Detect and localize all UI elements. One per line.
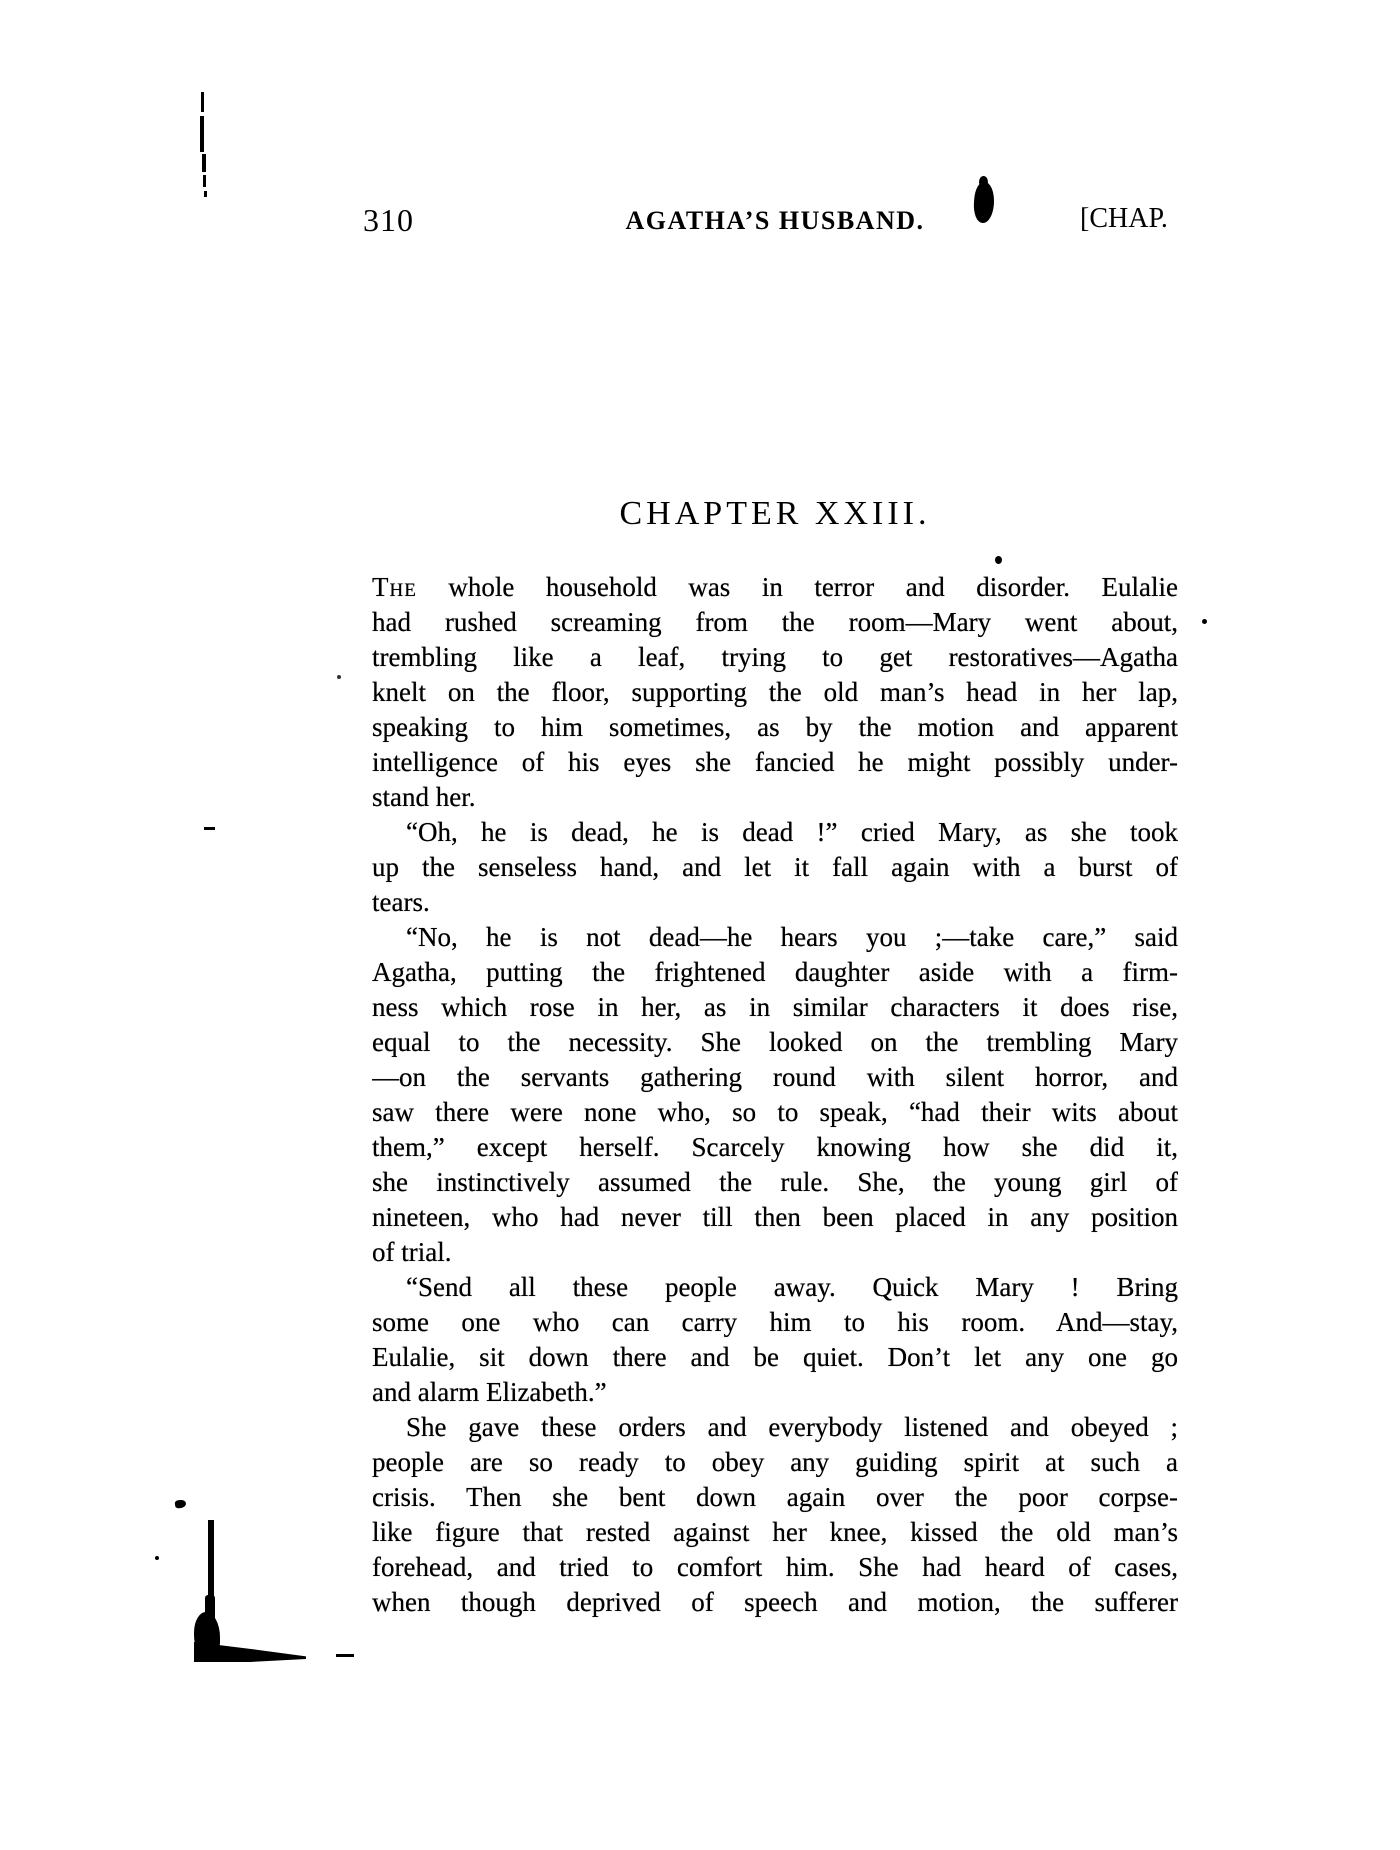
chapter-heading: CHAPTER XXIII. — [619, 495, 931, 532]
text-line: stand her. — [372, 782, 476, 812]
text-line: knelt on the floor, supporting the old man’s head in her lap, — [372, 677, 1178, 707]
text-line: them,” except herself. Scarcely knowing how she did it, — [372, 1132, 1178, 1162]
text-line: when though deprived of speech and motion, the sufferer — [372, 1587, 1178, 1617]
bottom-left-small-blob — [174, 1499, 186, 1508]
text-line: had rushed screaming from the room—Mary went about, — [372, 607, 1178, 637]
text-line: equal to the necessity. She looked on the trembling Mary — [372, 1027, 1178, 1057]
dashed-line-top-left — [203, 175, 206, 187]
text-line: crisis. Then she bent down again over the poor corpse- — [372, 1482, 1178, 1512]
running-title: AGATHA’S HUSBAND. — [625, 206, 925, 235]
text-body — [372, 570, 1178, 1620]
text-line: saw there were none who, so to speak, “had their wits about — [372, 1097, 1178, 1127]
paragraph — [372, 570, 1178, 815]
speck-right-margin — [1202, 619, 1207, 624]
text-line: Agatha, putting the frightened daughter aside with a firm- — [372, 957, 1178, 987]
paragraph — [372, 1410, 1178, 1620]
dashed-line-top-left — [202, 154, 206, 172]
text-line: and alarm Elizabeth.” — [372, 1377, 607, 1407]
text-line: “Oh, he is dead, he is dead !” cried Mary, as she took — [406, 817, 1178, 847]
page-number: 310 — [363, 202, 414, 238]
text-line: She gave these orders and everybody listened and obeyed ; — [406, 1412, 1178, 1442]
text-line: up the senseless hand, and let it fall again with a burst of — [372, 852, 1178, 882]
text-line: like figure that rested against her knee, kissed the old man’s — [372, 1517, 1178, 1547]
header-ink-blot — [979, 176, 988, 188]
paragraph — [372, 1270, 1178, 1410]
speck-above-disorder — [995, 556, 1002, 564]
text-line: ness which rose in her, as in similar characters it does rise, — [372, 992, 1178, 1022]
bottom-left-speck — [155, 1556, 159, 1560]
text-line: The whole household was in terror and disorder. Eulalie — [372, 572, 1178, 602]
text-line: of trial. — [372, 1237, 452, 1267]
text-line: she instinctively assumed the rule. She, the young girl of — [372, 1167, 1178, 1197]
bottom-left-ink-mark — [194, 1642, 306, 1662]
text-line: tears. — [372, 887, 430, 917]
text-line: Eulalie, sit down there and be quiet. Don’t let any one go — [372, 1342, 1178, 1372]
text-line: —on the servants gathering round with silent horror, and — [372, 1062, 1178, 1092]
bottom-left-ink-mark — [336, 1654, 354, 1657]
text-line: intelligence of his eyes she fancied he might possibly under- — [372, 747, 1178, 777]
dashed-line-top-left — [201, 92, 204, 112]
text-line: nineteen, who had never till then been placed in any position — [372, 1202, 1178, 1232]
left-margin-dash — [204, 827, 215, 830]
paragraph — [372, 815, 1178, 920]
text-line: some one who can carry him to his room. And—stay, — [372, 1307, 1178, 1337]
text-line: trembling like a leaf, trying to get restoratives—Agatha — [372, 642, 1178, 672]
dashed-line-top-left — [204, 191, 207, 197]
paragraph — [372, 920, 1178, 1270]
small-caps-lead: The — [372, 572, 417, 602]
text-line: people are so ready to obey any guiding spirit at such a — [372, 1447, 1178, 1477]
speck-left-of-knelt — [337, 675, 341, 679]
dashed-line-top-left — [200, 116, 204, 152]
text-line: “Send all these people away. Quick Mary ! Bring — [406, 1272, 1178, 1302]
text-line: “No, he is not dead—he hears you ;—take care,” said — [406, 922, 1178, 952]
text-line: speaking to him sometimes, as by the motion and apparent — [372, 712, 1178, 742]
chapter-marker: [CHAP. — [1080, 203, 1168, 234]
text-line: forehead, and tried to comfort him. She had heard of cases, — [372, 1552, 1178, 1582]
